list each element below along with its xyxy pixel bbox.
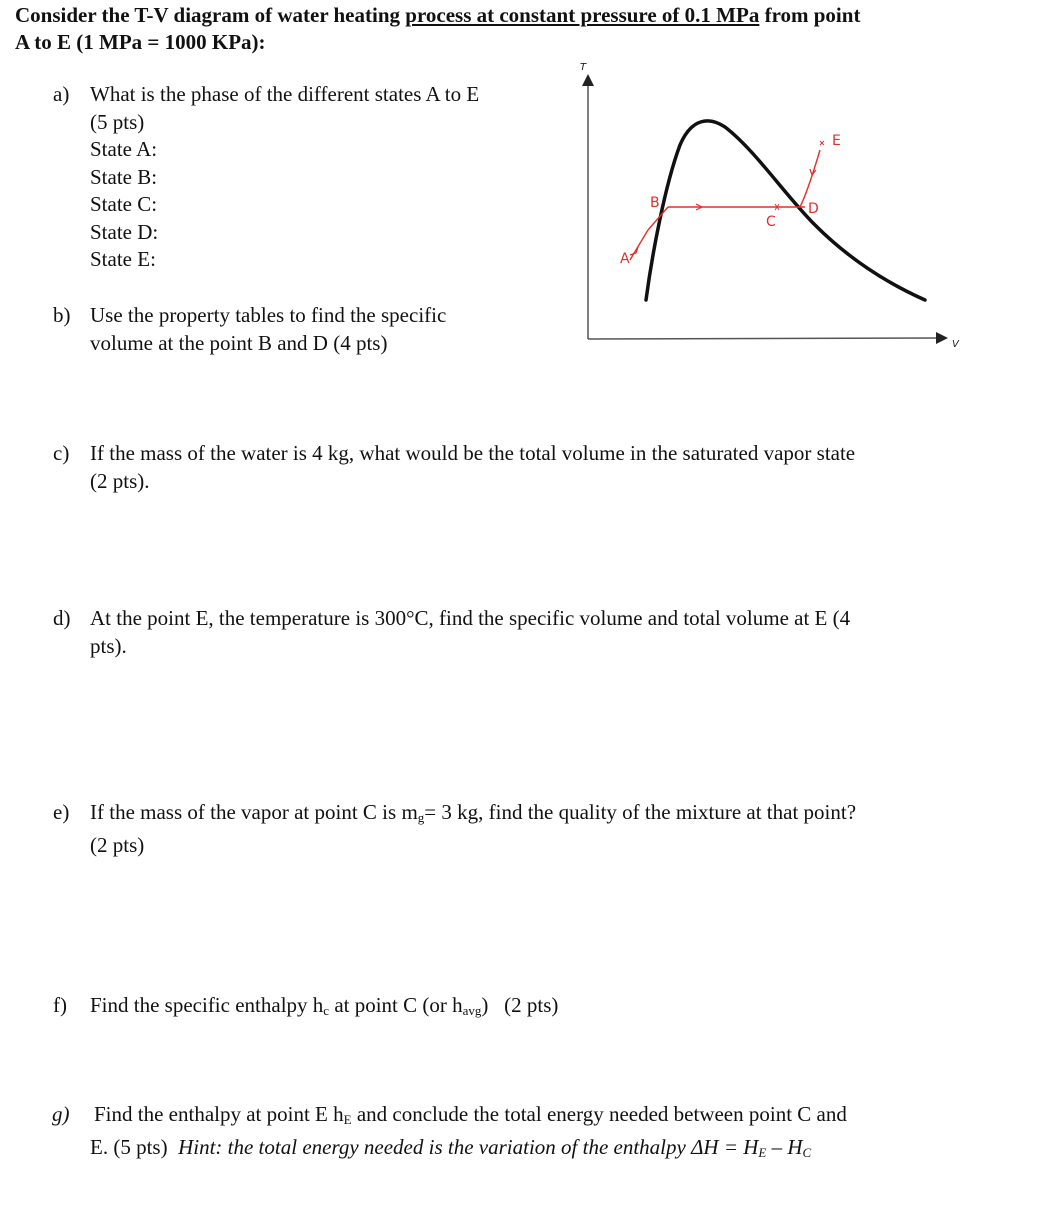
question-g	[53, 1101, 1043, 1161]
point-c-label: C	[766, 214, 776, 230]
question-e-line-1	[90, 799, 856, 832]
question-g-line-2	[90, 1134, 847, 1167]
question-f-sub-2: avg	[462, 1003, 482, 1018]
question-a-label: a)	[53, 82, 70, 106]
state-a-label: State A:	[90, 137, 158, 161]
question-c-line-2: (2 pts).	[90, 468, 150, 493]
state-b-label: State B:	[90, 164, 158, 189]
question-e	[53, 799, 1043, 859]
header-line-2: A to E (1 MPa = 1000 KPa):	[15, 30, 266, 54]
question-e-line-2: (2 pts)	[90, 832, 145, 857]
header-text-1: Consider the T-V diagram of water heating	[15, 3, 406, 27]
header-text-3: from point	[759, 3, 861, 27]
question-e-label: e)	[53, 800, 70, 824]
state-e-label: State E:	[90, 247, 156, 271]
state-c-label: State C:	[90, 192, 158, 216]
saturation-dome-curve	[646, 121, 925, 300]
v-axis-label: V	[952, 339, 959, 350]
question-f-text-b: at point C (or h	[329, 993, 463, 1017]
question-g-text-a: Find the enthalpy at point E h	[94, 1102, 344, 1126]
point-e-label: E	[832, 133, 841, 149]
question-e-sub: g	[417, 810, 425, 825]
question-d-line-2: pts).	[90, 633, 127, 658]
tv-diagram-svg	[570, 55, 970, 355]
question-g-hint-sub-1: E	[758, 1144, 767, 1160]
process-segment-ab	[630, 230, 648, 260]
question-b-line-2: volume at the point B and D (4 pts)	[90, 330, 388, 355]
question-a-line-1: What is the phase of the different states A to E	[90, 82, 480, 106]
question-c-label: c)	[53, 441, 70, 465]
question-b-label: b)	[53, 303, 71, 327]
question-b-line-1: Use the property tables to find the specific	[90, 303, 447, 327]
question-g-hint-sub-2: C	[802, 1144, 812, 1160]
question-d-line-1: At the point E, the temperature is 300°C, find the specific volume and total volume at E (4	[90, 606, 851, 630]
question-d-label: d)	[53, 606, 71, 630]
question-a	[53, 81, 553, 281]
question-c	[53, 440, 1043, 500]
question-f-sub-1: c	[323, 1003, 330, 1018]
header-underlined-text: process at constant pressure of 0.1 MPa	[405, 3, 760, 27]
question-e-text-b: = 3 kg, find the quality of the mixture at that point?	[424, 800, 857, 824]
question-f-label: f)	[53, 993, 67, 1017]
question-c-line-1: If the mass of the water is 4 kg, what would be the total volume in the saturated vapor state	[90, 441, 856, 465]
question-f-text-c: ) (2 pts)	[481, 993, 559, 1017]
question-e-text-a: If the mass of the vapor at point C is m	[90, 800, 418, 824]
question-g-sub: E	[343, 1112, 352, 1127]
process-segment-de	[800, 150, 820, 207]
point-d-label: D	[808, 201, 819, 217]
state-d-label: State D:	[90, 219, 159, 244]
tv-diagram	[570, 55, 970, 355]
question-d	[53, 605, 1043, 665]
question-g-line2-a: E. (5 pts)	[90, 1134, 179, 1159]
question-g-hint-mid: – H	[766, 1134, 803, 1159]
question-f-line-1	[90, 992, 558, 1025]
question-b	[53, 302, 553, 362]
v-axis	[588, 338, 942, 339]
question-f	[53, 992, 1043, 1024]
point-a-label: A	[620, 251, 630, 267]
question-a-line-2: (5 pts)	[90, 109, 145, 134]
question-g-line-1	[94, 1101, 847, 1134]
question-g-hint: Hint: the total energy needed is the variation of the enthalpy ΔH = H	[178, 1134, 759, 1159]
t-axis-label: T	[580, 62, 587, 73]
question-g-text-b: and conclude the total energy needed between point C and	[351, 1102, 847, 1126]
question-f-text-a: Find the specific enthalpy h	[90, 993, 324, 1017]
mark-e	[820, 141, 824, 145]
problem-header	[15, 2, 1045, 56]
question-g-label: g)	[52, 1102, 70, 1126]
point-b-label: B	[650, 195, 660, 211]
